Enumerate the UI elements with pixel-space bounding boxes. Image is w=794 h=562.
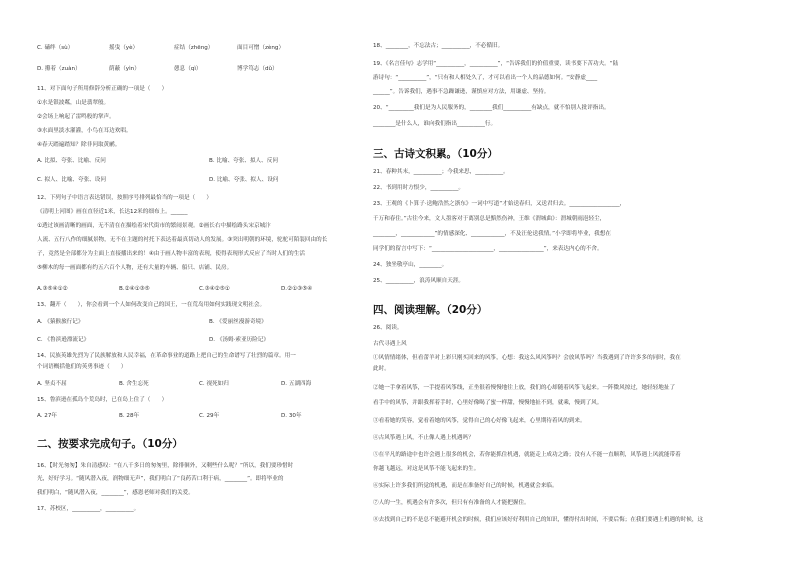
question-16-line-1: 16、【时光匆匆】朱自清感叹：“在八千多日的匆匆里，除徘徊外，又剩些什么呢？”所以，我们要珍惜时: [37, 463, 294, 469]
article-line-11: ⑧去找到自己的不是总不能避开机会的时候，我们应该好好利用自己的知识，懂得付出时间，不要后悔；在我们要遇上机遇的时候，这: [373, 517, 704, 523]
question-11: 11、对下面句子所用修辞分析正确的一项是（ ）: [37, 86, 168, 92]
q13-option-c: C. 《鲁滨逊漂流记》: [37, 337, 90, 343]
option-c-2: 摇曳（yè）: [109, 45, 139, 51]
q11-option-c: C. 拟人、比喻、夸张、设问: [37, 177, 106, 183]
question-19-line-3: ______”。告诉我们，遇事不急躁谦逊，谨慎应对方法，用谦虚、坚持。: [373, 89, 550, 95]
question-12: 12、下列句子中语言表达错误，按照序号排列最恰当的一项是（ ）: [37, 195, 212, 201]
option-c-1: C. 磕绊（sù）: [37, 45, 74, 51]
q11-item-3: ③水面里淡水灌灌，小鸟在耳边欢唱。: [37, 128, 132, 134]
section-2-title: 二、按要求完成句子。（10分）: [37, 438, 183, 450]
option-c-4: 面目可憎（zèng）: [237, 45, 285, 51]
question-22: 22、书到用时方恨少，__________。: [373, 185, 465, 191]
question-13: 13、翻开（ ），你会看到一个人如何改变自己的国王，一在荒岛用如何实践现文明社会。: [37, 302, 266, 308]
article-line-3: ②她一手拿着风筝，一手提着风筝线，正坐很着慢慢地往上放，我们的心却随着风筝飞起来。一阵微风掠过，她轻轻地扯了: [373, 385, 676, 391]
question-15: 15、鲁滨逊在孤岛个荒岛时，已在岛上住了（ ）: [37, 397, 168, 403]
question-21: 21、春种其末，__________；今我来思，__________。: [373, 169, 509, 175]
question-20-line-2: ________是什么人，谁向我们指出__________行。: [373, 121, 497, 127]
question-26: 26、阅读。: [373, 325, 403, 331]
q14-option-c: C. 视死如归: [199, 381, 229, 387]
q11-item-1: ①水是银波粼，山是翡翠般。: [37, 100, 110, 106]
left-column: [37, 0, 377, 562]
article-line-7: ⑤在平凡的路途中也许会遇上很多的机会，若你能抓住机遇，就能走上成功之路；没有人不能一直顺利，风筝遇上风就能带着: [373, 452, 681, 458]
q12-item-1: ①透过该画清晰的画面，无不清在在描绘着宋代街市的繁闹景观。②画长右中描绘路头宋京城汴: [37, 223, 271, 229]
q12-item-4: ⑤柳木的每一画面都有约五六百个人物，还有大量的车辆、船只、店铺、民房。: [37, 265, 233, 271]
question-14-cont: 个词语概括他们的英勇事迹（ ）: [37, 364, 127, 370]
q11-option-b: B. 比喻、夸张、拟人、反问: [209, 158, 278, 164]
question-20-line-1: 20、“_________我们是为人民服务的，________我们__________有缺点，就不怕别人批评指出。: [373, 105, 610, 111]
question-23-line-2: 千万和春住。”古往今来，文人墨客对于离别总是黯然伤神，王维《渭城曲》：渭城朝雨浥轻尘，: [373, 216, 606, 222]
q12-option-b: B.②④①③⑤: [119, 286, 150, 292]
question-23-line-4: 同学们的留言中写下：“______________________，________________”，来表达内心的不舍。: [373, 246, 603, 252]
question-25: 25、__________，浪涛风顺自天涯。: [373, 278, 465, 284]
q11-item-4: ④春天踏遍踏知？除非问取黄鹂。: [37, 142, 121, 148]
question-23-line-1: 23、王观的《卜算子·送鲍浩然之浙东》一词中写道“才始送春归，又送君归去。__________________，: [373, 201, 626, 207]
question-19-line-2: 游诗句：“__________”，“只有和人相处久了，才可以看出一个人的品德如何。“安静虚____: [373, 75, 598, 81]
article-line-2: 此时。: [373, 366, 390, 372]
article-line-8: 你越飞越远，对这是风筝不能飞起来的生。: [373, 466, 480, 472]
question-18: 18、________，不忘法古；__________，不必循旧。: [373, 43, 504, 49]
article-line-1: ①风情情绪体，但看蕾羊对上彩只刚买回来的风筝，心想：我这么风风筝吗？会放风筝吗？当我遇到了许许多多的同时，我在: [373, 355, 681, 361]
q12-option-d: D.②①③⑤④: [281, 286, 313, 292]
option-d-1: D. 攥着（zuàn）: [37, 66, 81, 72]
option-d-3: 憩息（qì）: [174, 66, 202, 72]
question-16-line-2: 光，好好学习。“随风潜入夜，润物细无声”，我们明白了“良药苦口利于病，________”。即将毕业的: [37, 476, 284, 482]
question-16-line-3: 我们明白，“随风潜入夜，________”，感恩老师对我们的关爱。: [37, 490, 194, 496]
q15-option-b: B. 28年: [119, 413, 140, 419]
q12-option-a: A.③⑤④①②: [37, 286, 68, 292]
article-line-6: ④古风筝遇上风，不止像人遇上机遇吗？: [373, 435, 474, 441]
q12-item-2: 人流、五行八作的细腻景物，无不在主题的衬托下表达着最真切动人的发展。③突出明朝的环境，驼驼可陌装回由的长: [37, 237, 328, 243]
q13-option-d: D. 《汤姆·索亚历险记》: [209, 337, 269, 343]
q15-option-d: D. 30年: [281, 413, 302, 419]
option-d-4: 博学笃志（dǔ）: [237, 66, 278, 72]
question-24: 24、独坐敬亭山，________。: [373, 262, 448, 268]
q13-option-b: B. 《爱丽丝漫游奇境》: [209, 319, 267, 325]
q14-option-d: D. 五湖四海: [281, 381, 312, 387]
option-c-3: 症结（zhēng）: [174, 45, 214, 51]
q12-item-3: 子，竟然是全部都分为主面上直接播出来的！④由于画人物丰富的表现，使得表现形式反应了当时人们的生活: [37, 251, 305, 257]
question-23-line-3: ________，____________”的情感深化、____________，不及汪伦送我情。”小学即将毕业，我想在: [373, 231, 611, 237]
article-line-4: 看手中的风筝，并跟我挥着手时，心里好像喝了蜜一样甜，慢慢地扯不到，就乘，慢到了风。: [373, 400, 603, 406]
question-14: 14、民族英雄先烈为了民族解放和人民幸福，在革命事业的道路上把自己的生命谱写了壮烈的篇章。用一: [37, 353, 296, 359]
q14-option-b: B. 舍生忘死: [119, 381, 149, 387]
article-line-9: ⑥实际上许多我们所觉的机遇，而是在准备好自己的时候，机遇就会来临。: [373, 483, 558, 489]
option-d-2: 荫蔽（yìn）: [109, 66, 140, 72]
article-line-10: ⑦人的一生，机遇会有许多次，但只有有准备的人才能把握住。: [373, 500, 530, 506]
section-4-title: 四、阅读理解。（20分）: [373, 304, 488, 316]
q15-option-c: C. 29年: [199, 413, 220, 419]
section-3-title: 三、古诗文积累。（10分）: [373, 148, 498, 160]
q11-item-2: ②会场上响起了雷鸣般的掌声。: [37, 114, 115, 120]
q14-option-a: A. 坚贞不屈: [37, 381, 67, 387]
question-19-line-1: 19、《名言佳句》志学用“__________，__________”，“告诉我们的价值重要，读书要下苦功夫。“陆: [373, 61, 619, 67]
q11-option-a: A. 比拟、夸张、比喻、反问: [37, 158, 106, 164]
q15-option-a: A. 27年: [37, 413, 57, 419]
question-17: 17、苏校区，__________，__________。: [37, 506, 140, 512]
right-column: [373, 0, 768, 562]
article-title: 古代寻遇上风: [373, 341, 407, 347]
q12-item-0: 《清明上河图》画在直径近1米，长达12米的细布上。______: [37, 209, 188, 215]
q12-option-c: C.③④②⑤①: [199, 286, 230, 292]
q13-option-a: A. 《猿猴旅行记》: [37, 319, 84, 325]
q11-option-d: D. 比喻、夸张、拟人、设问: [209, 177, 279, 183]
article-line-5: ③看着她的笑容，觉看着她的风筝，觉得自己的心好像飞起来，心里期待着风的到来。: [373, 418, 586, 424]
